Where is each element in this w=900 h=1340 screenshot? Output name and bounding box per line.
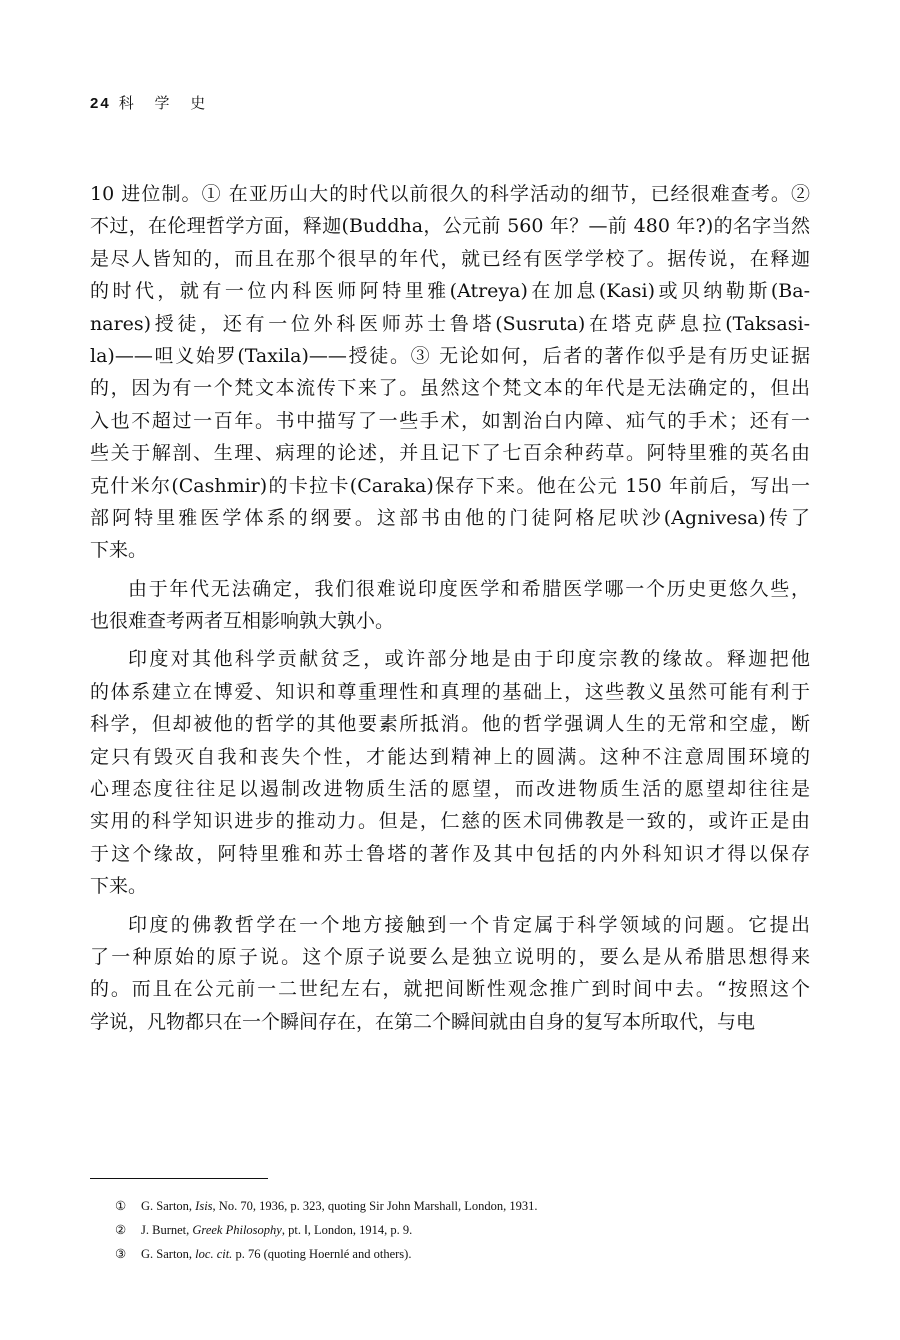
text-line: 入也不超过一百年。书中描写了一些手术，如割治白内障、疝气的手术；还有一 [90, 409, 810, 432]
text-line: 了一种原始的原子说。这个原子说要么是独立说明的，要么是从希腊思想得来 [90, 945, 810, 968]
body-text [90, 178, 810, 1038]
text-line: la)——呾义始罗(Taxila)——授徒。③ 无论如何，后者的著作似乎是有历史证据 [90, 344, 810, 367]
text-line: 下来。 [90, 539, 148, 562]
page-number: 24 [90, 95, 111, 112]
text-line: 的时代，就有一位内科医师阿特里雅(Atreya)在加息(Kasi)或贝纳勒斯(Ba- [90, 280, 810, 303]
footnote-text: , pt. Ⅰ, London, 1914, p. 9. [281, 1223, 413, 1237]
footnote-italic-title: loc. cit. [195, 1247, 233, 1261]
text-line: 10 进位制。① 在亚历山大的时代以前很久的科学活动的细节，已经很难查考。② [90, 183, 810, 205]
text-line: 的。而且在公元前一二世纪左右，就把间断性观念推广到时间中去。“按照这个 [90, 978, 810, 1001]
text-line: 定只有毁灭自我和丧失个性，才能达到精神上的圆满。这种不注意周围环境的 [90, 745, 810, 768]
text-line: 学说，凡物都只在一个瞬间存在，在第二个瞬间就由自身的复写本所取代，与电 [90, 1010, 756, 1033]
paragraph [90, 573, 810, 638]
text-line: 科学，但却被他的哲学的其他要素所抵消。他的哲学强调人生的无常和空虚，断 [90, 713, 810, 736]
footnote-italic-title: Isis [195, 1199, 213, 1213]
text-line: 实用的科学知识进步的推动力。但是，仁慈的医术同佛教是一致的，或许正是由 [90, 810, 810, 833]
footnotes [115, 1194, 795, 1266]
footnote-mark: ② [115, 1223, 127, 1237]
footnote-text: p. 76 (quoting Hoernlé and others). [232, 1247, 412, 1261]
text-line: 印度的佛教哲学在一个地方接触到一个肯定属于科学领域的问题。它提出 [128, 913, 810, 936]
footnote-italic-title: Greek Philosophy [192, 1223, 282, 1237]
footnote-text: G. Sarton, [141, 1247, 196, 1261]
book-title: 科 学 史 [118, 94, 214, 112]
text-line: 也很难查考两者互相影响孰大孰小。 [90, 610, 395, 633]
footnote-mark: ③ [115, 1247, 127, 1261]
text-line: 的，因为有一个梵文本流传下来了。虽然这个梵文本的年代是无法确定的，但出 [90, 377, 810, 400]
text-line: 心理态度往往足以遏制改进物质生活的愿望，而改进物质生活的愿望却往往是 [90, 778, 810, 801]
text-line: 些关于解剖、生理、病理的论述，并且记下了七百余种药草。阿特里雅的英名由 [90, 442, 810, 465]
footnote-text: G. Sarton, [141, 1199, 196, 1213]
paragraph [90, 178, 810, 567]
text-line: 印度对其他科学贡献贫乏，或许部分地是由于印度宗教的缘故。释迦把他 [128, 648, 810, 671]
text-line: 由于年代无法确定，我们很难说印度医学和希腊医学哪一个历史更悠久些， [128, 577, 810, 600]
footnote [115, 1194, 795, 1218]
text-line: 克什米尔(Cashmir)的卡拉卡(Caraka)保存下来。他在公元 150 年前后，写出一 [90, 474, 810, 497]
paragraph [90, 909, 810, 1039]
footnote [115, 1242, 795, 1266]
footnote-text: J. Burnet, [141, 1223, 193, 1237]
running-header [90, 92, 213, 113]
text-line: 于这个缘故，阿特里雅和苏士鲁塔的著作及其中包括的内外科知识才得以保存 [90, 842, 810, 865]
footnote-divider [90, 1178, 268, 1179]
text-line: 部阿特里雅医学体系的纲要。这部书由他的门徒阿格尼吠沙(Agnivesa)传了 [90, 506, 810, 529]
text-line: nares)授徒，还有一位外科医师苏士鲁塔(Susruta)在塔克萨息拉(Taksasi- [90, 312, 810, 335]
text-line: 下来。 [90, 875, 148, 898]
text-line: 的体系建立在博爱、知识和尊重理性和真理的基础上，这些教义虽然可能有利于 [90, 680, 810, 703]
text-line: 是尽人皆知的，而且在那个很早的年代，就已经有医学学校了。据传说，在释迦 [90, 247, 810, 270]
footnote [115, 1218, 795, 1242]
footnote-text: , No. 70, 1936, p. 323, quoting Sir John Marshall, London, 1931. [212, 1199, 538, 1213]
paragraph [90, 643, 810, 902]
text-line: 不过，在伦理哲学方面，释迦(Buddha，公元前 560 年？—前 480 年?)的名字当然 [90, 215, 810, 238]
footnote-mark: ① [115, 1199, 127, 1213]
